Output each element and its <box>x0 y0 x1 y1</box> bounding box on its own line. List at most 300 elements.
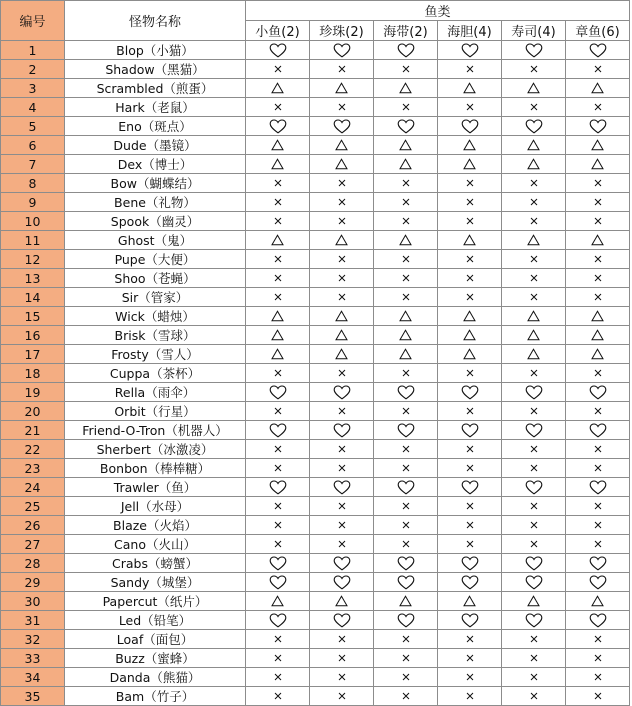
table-row <box>1 212 630 231</box>
heart-icon <box>397 119 415 134</box>
mark-cell <box>374 307 438 326</box>
triangle-icon <box>463 348 476 360</box>
monster-name: Wick（蜡烛） <box>65 307 246 326</box>
table-row <box>1 497 630 516</box>
mark-cell <box>246 193 310 212</box>
mark-cell <box>566 79 630 98</box>
cross-icon <box>466 673 474 681</box>
mark-cell <box>374 136 438 155</box>
mark-cell <box>502 136 566 155</box>
mark-cell <box>310 79 374 98</box>
mark-cell <box>374 687 438 706</box>
mark-cell <box>374 402 438 421</box>
cross-icon <box>594 692 602 700</box>
cross-icon <box>274 198 282 206</box>
mark-cell <box>310 60 374 79</box>
heart-icon <box>461 613 479 628</box>
heart-icon <box>525 480 543 495</box>
mark-cell <box>374 611 438 630</box>
cross-icon <box>530 407 538 415</box>
mark-cell <box>310 383 374 402</box>
mark-cell <box>310 98 374 117</box>
mark-cell <box>374 668 438 687</box>
monster-name: Shadow（黑猫） <box>65 60 246 79</box>
mark-cell <box>566 402 630 421</box>
heart-icon <box>589 43 607 58</box>
cross-icon <box>466 65 474 73</box>
mark-cell <box>566 535 630 554</box>
heart-icon <box>461 385 479 400</box>
triangle-icon <box>463 329 476 341</box>
mark-cell <box>374 630 438 649</box>
mark-cell <box>438 459 502 478</box>
mark-cell <box>246 630 310 649</box>
mark-cell <box>438 307 502 326</box>
mark-cell <box>502 345 566 364</box>
heart-icon <box>397 385 415 400</box>
mark-cell <box>310 174 374 193</box>
heart-icon <box>397 423 415 438</box>
mark-cell <box>310 573 374 592</box>
triangle-icon <box>591 329 604 341</box>
cross-icon <box>594 502 602 510</box>
mark-cell <box>374 516 438 535</box>
heart-icon <box>333 385 351 400</box>
triangle-icon <box>399 348 412 360</box>
monster-name: Frosty（雪人） <box>65 345 246 364</box>
mark-cell <box>566 326 630 345</box>
mark-cell <box>310 687 374 706</box>
monster-name: Jell（水母） <box>65 497 246 516</box>
mark-cell <box>374 269 438 288</box>
mark-cell <box>374 535 438 554</box>
triangle-icon <box>399 595 412 607</box>
heart-icon <box>269 480 287 495</box>
heart-icon <box>397 613 415 628</box>
row-index: 30 <box>1 592 65 611</box>
monster-name: Blop（小猫） <box>65 41 246 60</box>
triangle-icon <box>527 82 540 94</box>
cross-icon <box>274 464 282 472</box>
cross-icon <box>466 692 474 700</box>
mark-cell <box>310 193 374 212</box>
monster-name: Bam（竹子） <box>65 687 246 706</box>
cross-icon <box>530 198 538 206</box>
triangle-icon <box>463 139 476 151</box>
mark-cell <box>246 136 310 155</box>
heart-icon <box>525 119 543 134</box>
row-index: 5 <box>1 117 65 136</box>
heart-icon <box>269 43 287 58</box>
mark-cell <box>374 554 438 573</box>
mark-cell <box>566 41 630 60</box>
mark-cell <box>438 630 502 649</box>
row-index: 11 <box>1 231 65 250</box>
monster-name: Buzz（蜜蜂） <box>65 649 246 668</box>
mark-cell <box>374 79 438 98</box>
mark-cell <box>310 459 374 478</box>
mark-cell <box>566 98 630 117</box>
cross-icon <box>274 673 282 681</box>
heart-icon <box>333 613 351 628</box>
triangle-icon <box>271 310 284 322</box>
mark-cell <box>374 174 438 193</box>
table-row <box>1 687 630 706</box>
cross-icon <box>466 255 474 263</box>
triangle-icon <box>527 595 540 607</box>
fish-header: 海胆(4) <box>438 21 502 41</box>
mark-cell <box>502 250 566 269</box>
triangle-icon <box>399 139 412 151</box>
monster-name: Loaf（面包） <box>65 630 246 649</box>
mark-cell <box>438 60 502 79</box>
triangle-icon <box>591 310 604 322</box>
mark-cell <box>374 478 438 497</box>
mark-cell <box>502 79 566 98</box>
mark-cell <box>246 554 310 573</box>
triangle-icon <box>335 82 348 94</box>
cross-icon <box>594 635 602 643</box>
mark-cell <box>374 573 438 592</box>
mark-cell <box>246 269 310 288</box>
cross-icon <box>466 445 474 453</box>
monster-name: Cuppa（茶杯） <box>65 364 246 383</box>
mark-cell <box>438 98 502 117</box>
monster-name: Sir（管家） <box>65 288 246 307</box>
cross-icon <box>338 445 346 453</box>
mark-cell <box>310 421 374 440</box>
mark-cell <box>310 155 374 174</box>
heart-icon <box>589 385 607 400</box>
cross-icon <box>402 692 410 700</box>
monster-name: Papercut（纸片） <box>65 592 246 611</box>
heart-icon <box>461 119 479 134</box>
cross-icon <box>466 217 474 225</box>
table-row <box>1 326 630 345</box>
heart-icon <box>397 43 415 58</box>
heart-icon <box>525 43 543 58</box>
mark-cell <box>310 478 374 497</box>
mark-cell <box>566 459 630 478</box>
cross-icon <box>594 217 602 225</box>
mark-cell <box>374 364 438 383</box>
mark-cell <box>438 250 502 269</box>
mark-cell <box>438 440 502 459</box>
mark-cell <box>246 60 310 79</box>
mark-cell <box>566 649 630 668</box>
mark-cell <box>566 136 630 155</box>
mark-cell <box>502 155 566 174</box>
cross-icon <box>594 293 602 301</box>
mark-cell <box>502 516 566 535</box>
row-index: 17 <box>1 345 65 364</box>
cross-icon <box>274 502 282 510</box>
mark-cell <box>438 174 502 193</box>
mark-cell <box>310 212 374 231</box>
row-index: 26 <box>1 516 65 535</box>
cross-icon <box>594 198 602 206</box>
cross-icon <box>338 369 346 377</box>
mark-cell <box>438 668 502 687</box>
mark-cell <box>566 307 630 326</box>
mark-cell <box>502 668 566 687</box>
mark-cell <box>438 649 502 668</box>
mark-cell <box>374 41 438 60</box>
monster-name: Scrambled（煎蛋） <box>65 79 246 98</box>
mark-cell <box>438 231 502 250</box>
cross-icon <box>402 673 410 681</box>
mark-cell <box>246 383 310 402</box>
cross-icon <box>402 521 410 529</box>
heart-icon <box>461 480 479 495</box>
row-index: 9 <box>1 193 65 212</box>
mark-cell <box>310 611 374 630</box>
cross-icon <box>466 407 474 415</box>
mark-cell <box>438 41 502 60</box>
cross-icon <box>594 673 602 681</box>
mark-cell <box>502 687 566 706</box>
triangle-icon <box>271 348 284 360</box>
row-index: 3 <box>1 79 65 98</box>
row-index: 15 <box>1 307 65 326</box>
cross-icon <box>466 369 474 377</box>
triangle-icon <box>463 234 476 246</box>
mark-cell <box>246 440 310 459</box>
mark-cell <box>246 687 310 706</box>
fish-header: 小鱼(2) <box>246 21 310 41</box>
triangle-icon <box>335 310 348 322</box>
monster-name: Trawler（鱼） <box>65 478 246 497</box>
row-index: 27 <box>1 535 65 554</box>
triangle-icon <box>527 158 540 170</box>
mark-cell <box>566 440 630 459</box>
mark-cell <box>310 440 374 459</box>
table-row <box>1 41 630 60</box>
cross-icon <box>338 179 346 187</box>
cross-icon <box>402 369 410 377</box>
cross-icon <box>402 464 410 472</box>
mark-cell <box>502 573 566 592</box>
mark-cell <box>438 383 502 402</box>
table-row <box>1 516 630 535</box>
table-row <box>1 364 630 383</box>
monster-name: Sandy（城堡） <box>65 573 246 592</box>
heart-icon <box>525 385 543 400</box>
mark-cell <box>246 250 310 269</box>
cross-icon <box>594 179 602 187</box>
cross-icon <box>274 274 282 282</box>
fish-group-header: 鱼类 <box>246 1 630 21</box>
triangle-icon <box>591 595 604 607</box>
triangle-icon <box>527 329 540 341</box>
table-body <box>1 41 630 706</box>
mark-cell <box>502 402 566 421</box>
table-row <box>1 611 630 630</box>
mark-cell <box>566 212 630 231</box>
cross-icon <box>530 673 538 681</box>
cross-icon <box>530 464 538 472</box>
heart-icon <box>269 119 287 134</box>
monster-name: Dex（博士） <box>65 155 246 174</box>
cross-icon <box>338 540 346 548</box>
triangle-icon <box>591 234 604 246</box>
triangle-icon <box>463 82 476 94</box>
mark-cell <box>246 402 310 421</box>
monster-name: Orbit（行星） <box>65 402 246 421</box>
cross-icon <box>530 255 538 263</box>
monster-name: Pupe（大便） <box>65 250 246 269</box>
triangle-icon <box>335 234 348 246</box>
heart-icon <box>333 119 351 134</box>
table-row <box>1 98 630 117</box>
triangle-icon <box>399 82 412 94</box>
mark-cell <box>246 573 310 592</box>
cross-icon <box>338 654 346 662</box>
mark-cell <box>374 459 438 478</box>
table-row <box>1 231 630 250</box>
cross-icon <box>338 635 346 643</box>
triangle-icon <box>527 348 540 360</box>
table-row <box>1 174 630 193</box>
cross-icon <box>274 65 282 73</box>
mark-cell <box>374 231 438 250</box>
heart-icon <box>589 613 607 628</box>
cross-icon <box>466 635 474 643</box>
mark-cell <box>566 668 630 687</box>
triangle-icon <box>527 310 540 322</box>
mark-cell <box>566 516 630 535</box>
monster-name: Led（铅笔） <box>65 611 246 630</box>
triangle-icon <box>399 329 412 341</box>
monster-name: Bene（礼物） <box>65 193 246 212</box>
heart-icon <box>525 556 543 571</box>
cross-icon <box>530 521 538 529</box>
heart-icon <box>525 575 543 590</box>
triangle-icon <box>591 348 604 360</box>
mark-cell <box>374 383 438 402</box>
heart-icon <box>333 575 351 590</box>
mark-cell <box>246 516 310 535</box>
heart-icon <box>525 423 543 438</box>
mark-cell <box>246 535 310 554</box>
monster-name: Dude（墨镜） <box>65 136 246 155</box>
mark-cell <box>502 307 566 326</box>
heart-icon <box>589 575 607 590</box>
row-index: 23 <box>1 459 65 478</box>
triangle-icon <box>527 139 540 151</box>
triangle-icon <box>463 158 476 170</box>
mark-cell <box>566 231 630 250</box>
mark-cell <box>246 668 310 687</box>
mark-cell <box>438 535 502 554</box>
cross-icon <box>338 521 346 529</box>
monster-name: Brisk（雪球） <box>65 326 246 345</box>
mark-cell <box>502 497 566 516</box>
mark-cell <box>438 554 502 573</box>
mark-cell <box>310 231 374 250</box>
cross-icon <box>338 293 346 301</box>
mark-cell <box>502 459 566 478</box>
cross-icon <box>402 179 410 187</box>
cross-icon <box>274 179 282 187</box>
mark-cell <box>246 649 310 668</box>
mark-cell <box>438 193 502 212</box>
mark-cell <box>566 288 630 307</box>
mark-cell <box>310 345 374 364</box>
table-row <box>1 554 630 573</box>
row-index: 24 <box>1 478 65 497</box>
row-index: 25 <box>1 497 65 516</box>
triangle-icon <box>271 139 284 151</box>
mark-cell <box>502 117 566 136</box>
triangle-icon <box>335 348 348 360</box>
mark-cell <box>246 212 310 231</box>
mark-cell <box>502 231 566 250</box>
mark-cell <box>438 687 502 706</box>
cross-icon <box>466 654 474 662</box>
index-header: 编号 <box>1 1 65 41</box>
cross-icon <box>594 103 602 111</box>
cross-icon <box>530 540 538 548</box>
row-index: 28 <box>1 554 65 573</box>
mark-cell <box>310 136 374 155</box>
monster-name: Cano（火山） <box>65 535 246 554</box>
triangle-icon <box>591 158 604 170</box>
monster-name: Blaze（火焰） <box>65 516 246 535</box>
triangle-icon <box>271 158 284 170</box>
mark-cell <box>566 60 630 79</box>
triangle-icon <box>335 595 348 607</box>
triangle-icon <box>335 329 348 341</box>
mark-cell <box>246 592 310 611</box>
mark-cell <box>566 630 630 649</box>
heart-icon <box>333 480 351 495</box>
mark-cell <box>502 383 566 402</box>
monster-name: Spook（幽灵） <box>65 212 246 231</box>
cross-icon <box>530 274 538 282</box>
mark-cell <box>374 288 438 307</box>
cross-icon <box>594 407 602 415</box>
mark-cell <box>438 478 502 497</box>
monster-name: Shoo（苍蝇） <box>65 269 246 288</box>
monster-name: Ghost（鬼） <box>65 231 246 250</box>
heart-icon <box>589 480 607 495</box>
monster-name: Rella（雨伞） <box>65 383 246 402</box>
table-row <box>1 668 630 687</box>
table-row <box>1 193 630 212</box>
mark-cell <box>310 497 374 516</box>
mark-cell <box>246 326 310 345</box>
monster-name: Bonbon（棒棒糖） <box>65 459 246 478</box>
mark-cell <box>438 288 502 307</box>
mark-cell <box>246 364 310 383</box>
mark-cell <box>438 364 502 383</box>
cross-icon <box>274 540 282 548</box>
mark-cell <box>438 402 502 421</box>
cross-icon <box>402 65 410 73</box>
heart-icon <box>589 556 607 571</box>
cross-icon <box>402 654 410 662</box>
mark-cell <box>566 611 630 630</box>
cross-icon <box>530 635 538 643</box>
cross-icon <box>530 502 538 510</box>
table-row <box>1 60 630 79</box>
mark-cell <box>502 611 566 630</box>
mark-cell <box>438 421 502 440</box>
mark-cell <box>374 212 438 231</box>
cross-icon <box>466 274 474 282</box>
mark-cell <box>502 421 566 440</box>
